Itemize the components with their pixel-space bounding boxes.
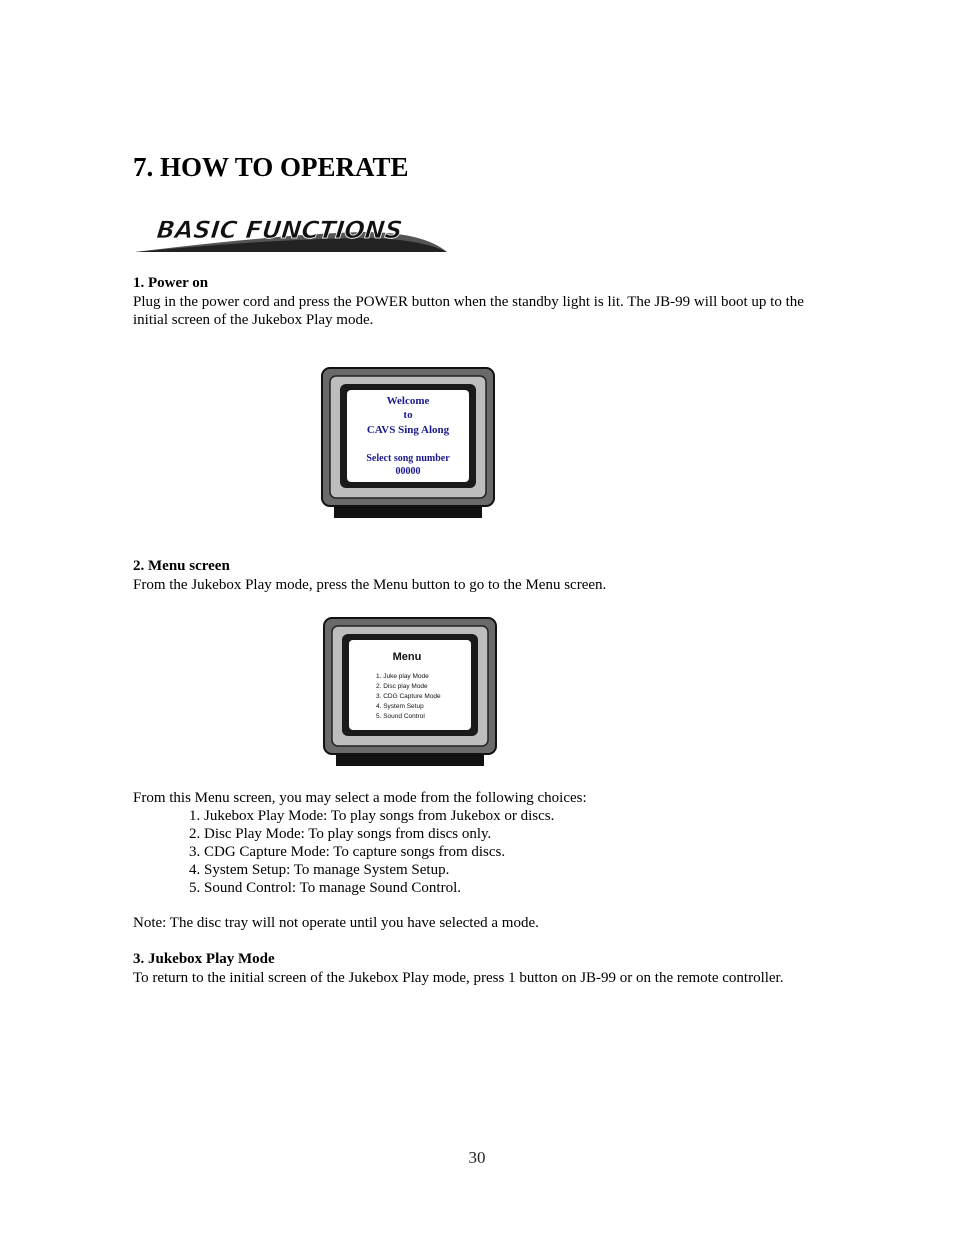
- note-text: Note: The disc tray will not operate until you have selected a mode.: [133, 915, 539, 931]
- menu-title: Menu: [392, 651, 422, 663]
- menu-screen-tv: [322, 616, 498, 768]
- choice-item: 4. System Setup: To manage System Setup.: [189, 862, 450, 878]
- section-title-menu-screen: 2. Menu screen: [133, 558, 230, 574]
- section-title-jukebox-play-mode: 3. Jukebox Play Mode: [133, 951, 275, 967]
- page-number: 30: [468, 1148, 486, 1167]
- page-heading: 7. HOW TO OPERATE: [133, 152, 409, 182]
- menu-screen-text: From the Jukebox Play mode, press the Menu button to go to the Menu screen.: [133, 577, 607, 593]
- choice-item: 3. CDG Capture Mode: To capture songs from discs.: [189, 844, 506, 860]
- basic-functions-banner: [133, 208, 449, 256]
- power-on-text-line-1: Plug in the power cord and press the POWER button when the standby light is lit. The JB-99 will boot up to the: [133, 294, 804, 310]
- select-song-line: Select song number: [366, 453, 450, 464]
- menu-item: 2. Disc play Mode: [376, 683, 428, 690]
- welcome-line: Welcome: [386, 395, 430, 407]
- menu-item: 3. CDG Capture Mode: [376, 693, 441, 700]
- banner-text: BASIC FUNCTIONS: [155, 216, 404, 244]
- choices-intro: From this Menu screen, you may select a mode from the following choices:: [133, 790, 587, 806]
- welcome-screen-tv: [320, 366, 496, 520]
- menu-item: 5. Sound Control: [376, 713, 425, 720]
- jukebox-play-mode-text: To return to the initial screen of the Jukebox Play mode, press 1 button on JB-99 or on the remote controller.: [133, 970, 784, 986]
- to-line: to: [403, 409, 413, 421]
- section-title-power-on: 1. Power on: [133, 275, 209, 291]
- menu-item: 1. Juke play Mode: [376, 673, 429, 680]
- cavs-line: CAVS Sing Along: [366, 424, 450, 436]
- power-on-text-line-2: initial screen of the Jukebox Play mode.: [133, 312, 374, 328]
- choice-item: 2. Disc Play Mode: To play songs from discs only.: [189, 826, 492, 842]
- menu-item: 4. System Setup: [376, 703, 424, 710]
- choice-item: 1. Jukebox Play Mode: To play songs from Jukebox or discs.: [189, 808, 555, 824]
- choice-item: 5. Sound Control: To manage Sound Control.: [189, 880, 462, 896]
- song-number-line: 00000: [395, 466, 421, 477]
